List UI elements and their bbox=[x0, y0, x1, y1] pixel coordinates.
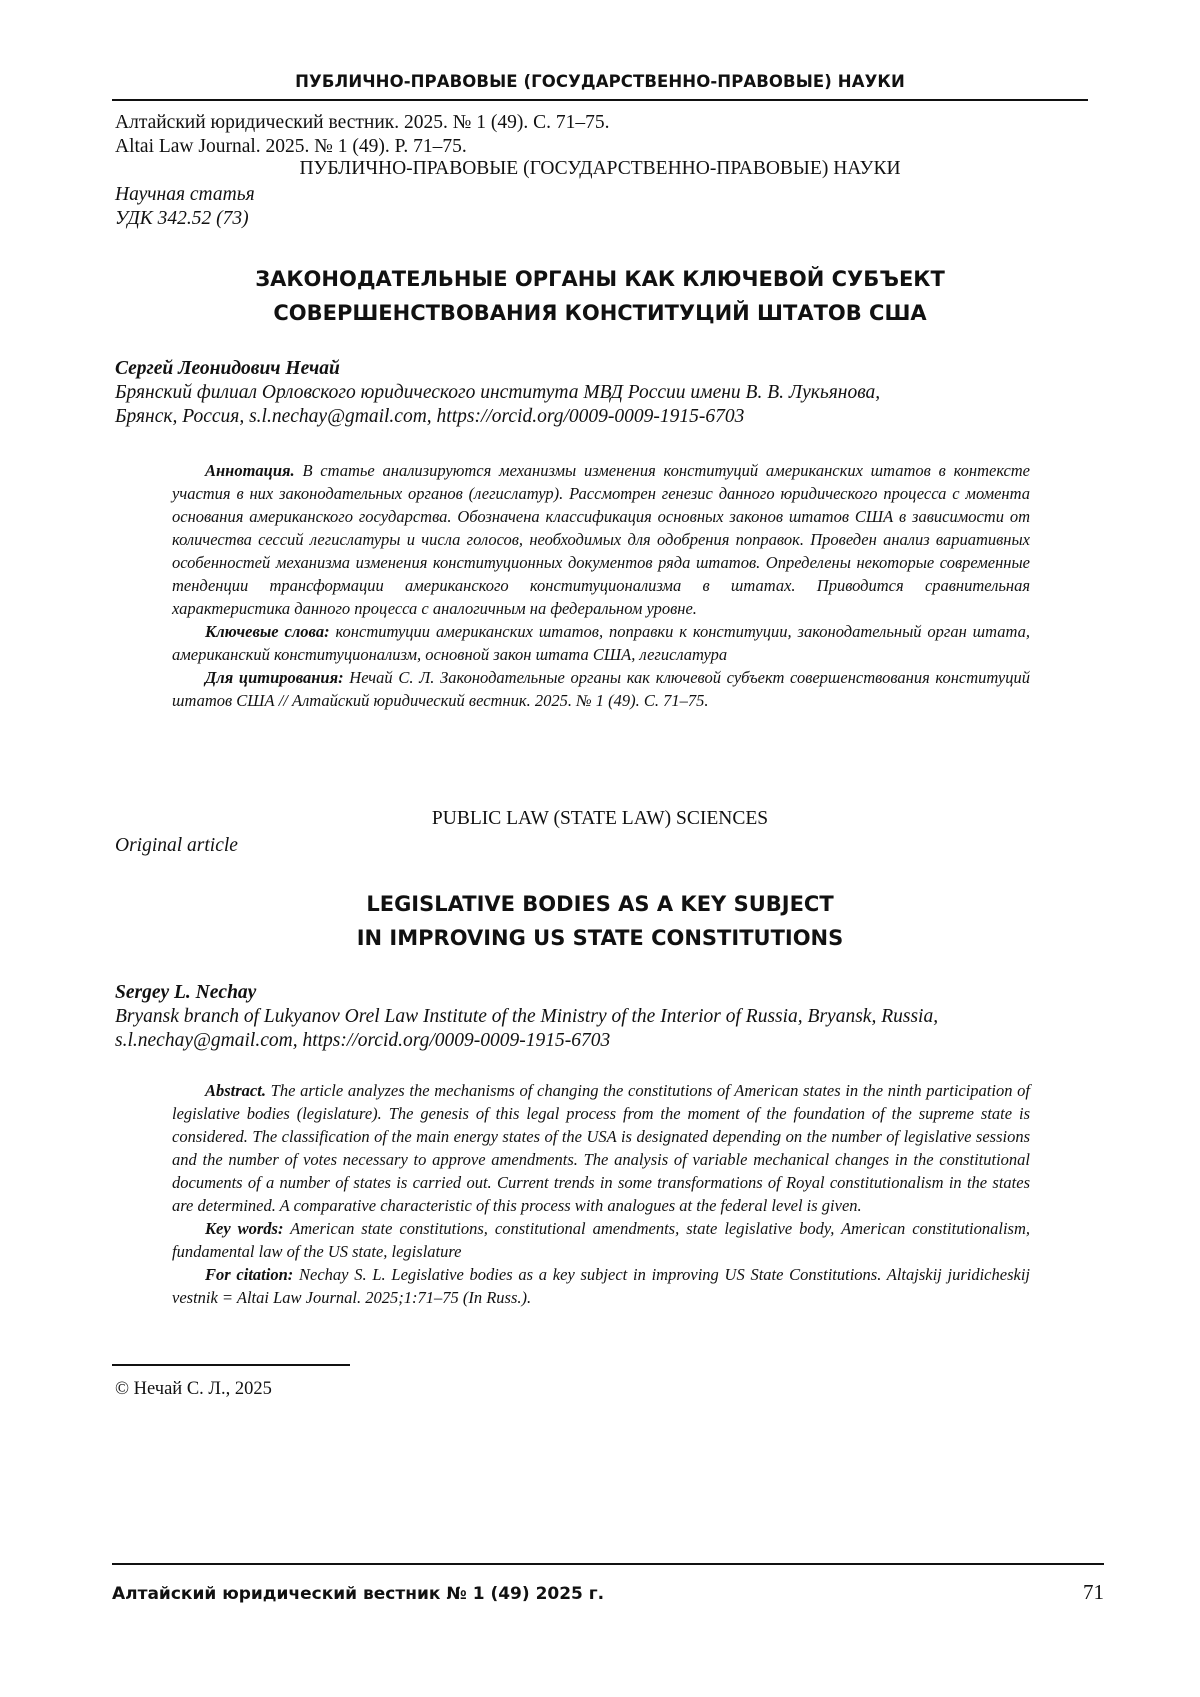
affiliation-en-line-1: Bryansk branch of Lukyanov Orel Law Institute of the Ministry of the Interior of Russia, Bryansk, Russia, bbox=[115, 1005, 1075, 1029]
article-type-en: Original article bbox=[115, 834, 238, 858]
section-heading-ru: ПУБЛИЧНО-ПРАВОВЫЕ (ГОСУДАРСТВЕННО-ПРАВОВЫЕ) НАУКИ bbox=[0, 158, 1200, 180]
keywords-label-en: Key words: bbox=[205, 1219, 283, 1238]
title-ru-line-1: ЗАКОНОДАТЕЛЬНЫЕ ОРГАНЫ КАК КЛЮЧЕВОЙ СУБЪЕКТ bbox=[112, 262, 1088, 296]
citation-ref-en: Altai Law Journal. 2025. № 1 (49). P. 71–75. bbox=[115, 135, 467, 159]
abstract-text-en: The article analyzes the mechanisms of changing the constitutions of American states in the ninth participation of legislative bodies (legislature). The genesis of this legal process from the moment of the foundation of the supreme state is considered. The classification of the main energy states of the USA is designated depending on the number of legislative sessions and the number of votes necessary to approve amendments. The analysis of variable mechanical changes in the constitutional documents of a number of states is carried out. Current trends in some transformations of Royal constitutionalism in the states are determined. A comparative characteristic of this process with analogues at the federal level is given. bbox=[172, 1081, 1030, 1215]
title-en-line-2: IN IMPROVING US STATE CONSTITUTIONS bbox=[112, 921, 1088, 955]
header-rule bbox=[112, 99, 1088, 101]
author-name-ru: Сергей Леонидович Нечай bbox=[115, 357, 1075, 381]
udc-code: УДК 342.52 (73) bbox=[115, 207, 249, 231]
page-number: 71 bbox=[1060, 1580, 1104, 1605]
citation-label-en: For citation: bbox=[205, 1265, 293, 1284]
copyright-notice: © Нечай С. Л., 2025 bbox=[115, 1379, 272, 1400]
affiliation-en-line-2: s.l.nechay@gmail.com, https://orcid.org/0009-0009-1915-6703 bbox=[115, 1029, 1075, 1053]
article-title-ru bbox=[112, 262, 1088, 330]
citation-text-en: Nechay S. L. Legislative bodies as a key subject in improving US State Constitutions. Altajskij juridicheskij vestnik = Altai Law Journal. 2025;1:71–75 (In Russ.). bbox=[172, 1265, 1030, 1307]
title-en-line-1: LEGISLATIVE BODIES AS A KEY SUBJECT bbox=[112, 887, 1088, 921]
keywords-en bbox=[172, 1217, 1030, 1263]
affiliation-ru-line-1: Брянский филиал Орловского юридического института МВД России имени В. В. Лукьянова, bbox=[115, 381, 1075, 405]
keywords-text-ru: конституции американских штатов, поправки к конституции, законодательный орган штата, американский конституционализм, основной закон штата США, легислатура bbox=[172, 622, 1030, 664]
abstract-block-ru bbox=[172, 459, 1030, 712]
keywords-text-en: American state constitutions, constitutional amendments, state legislative body, American constitutionalism, fundamental law of the US state, legislature bbox=[172, 1219, 1030, 1261]
keywords-label-ru: Ключевые слова: bbox=[205, 622, 330, 641]
abstract-text-ru: В статье анализируются механизмы изменения конституций американских штатов в контексте участия в них законодательных органов (легислатур). Рассмотрен генезис данного юридического процесса с момента основания американского государства. Обозначена классификация основных законов штатов США в зависимости от количества сессий легислатуры и числа голосов, необходимых для одобрения поправок. Проведен анализ вариативных особенностей механизма изменения конституционных документов ряда штатов. Определены некоторые современные тенденции трансформации американского конституционализма в штатах. Приводится сравнительная характеристика данного процесса с аналогичным на федеральном уровне. bbox=[172, 461, 1030, 618]
running-head: ПУБЛИЧНО-ПРАВОВЫЕ (ГОСУДАРСТВЕННО-ПРАВОВЫЕ) НАУКИ bbox=[112, 72, 1088, 91]
citation-ref-ru: Алтайский юридический вестник. 2025. № 1 (49). С. 71–75. bbox=[115, 111, 609, 135]
keywords-ru bbox=[172, 620, 1030, 666]
author-block-en bbox=[115, 981, 1075, 1053]
abstract-ru bbox=[172, 459, 1030, 620]
footer-journal-title: Алтайский юридический вестник № 1 (49) 2025 г. bbox=[112, 1584, 604, 1604]
section-heading-en: PUBLIC LAW (STATE LAW) SCIENCES bbox=[0, 808, 1200, 830]
citation-label-ru: Для цитирования: bbox=[205, 668, 344, 687]
citation-ru bbox=[172, 666, 1030, 712]
author-block-ru bbox=[115, 357, 1075, 429]
article-type-ru: Научная статья bbox=[115, 183, 255, 207]
author-name-en: Sergey L. Nechay bbox=[115, 981, 1075, 1005]
journal-page bbox=[0, 0, 1200, 1697]
abstract-label-ru: Аннотация. bbox=[205, 461, 295, 480]
abstract-label-en: Abstract. bbox=[205, 1081, 266, 1100]
citation-en bbox=[172, 1263, 1030, 1309]
affiliation-ru-line-2: Брянск, Россия, s.l.nechay@gmail.com, https://orcid.org/0009-0009-1915-6703 bbox=[115, 405, 1075, 429]
article-title-en bbox=[112, 887, 1088, 955]
title-ru-line-2: СОВЕРШЕНСТВОВАНИЯ КОНСТИТУЦИЙ ШТАТОВ США bbox=[112, 296, 1088, 330]
abstract-block-en bbox=[172, 1079, 1030, 1309]
citation-text-ru: Нечай С. Л. Законодательные органы как ключевой субъект совершенствования конституций штатов США // Алтайский юридический вестник. 2025. № 1 (49). С. 71–75. bbox=[172, 668, 1030, 710]
footnote-rule bbox=[112, 1364, 350, 1366]
abstract-en bbox=[172, 1079, 1030, 1217]
footer-rule bbox=[112, 1563, 1104, 1565]
